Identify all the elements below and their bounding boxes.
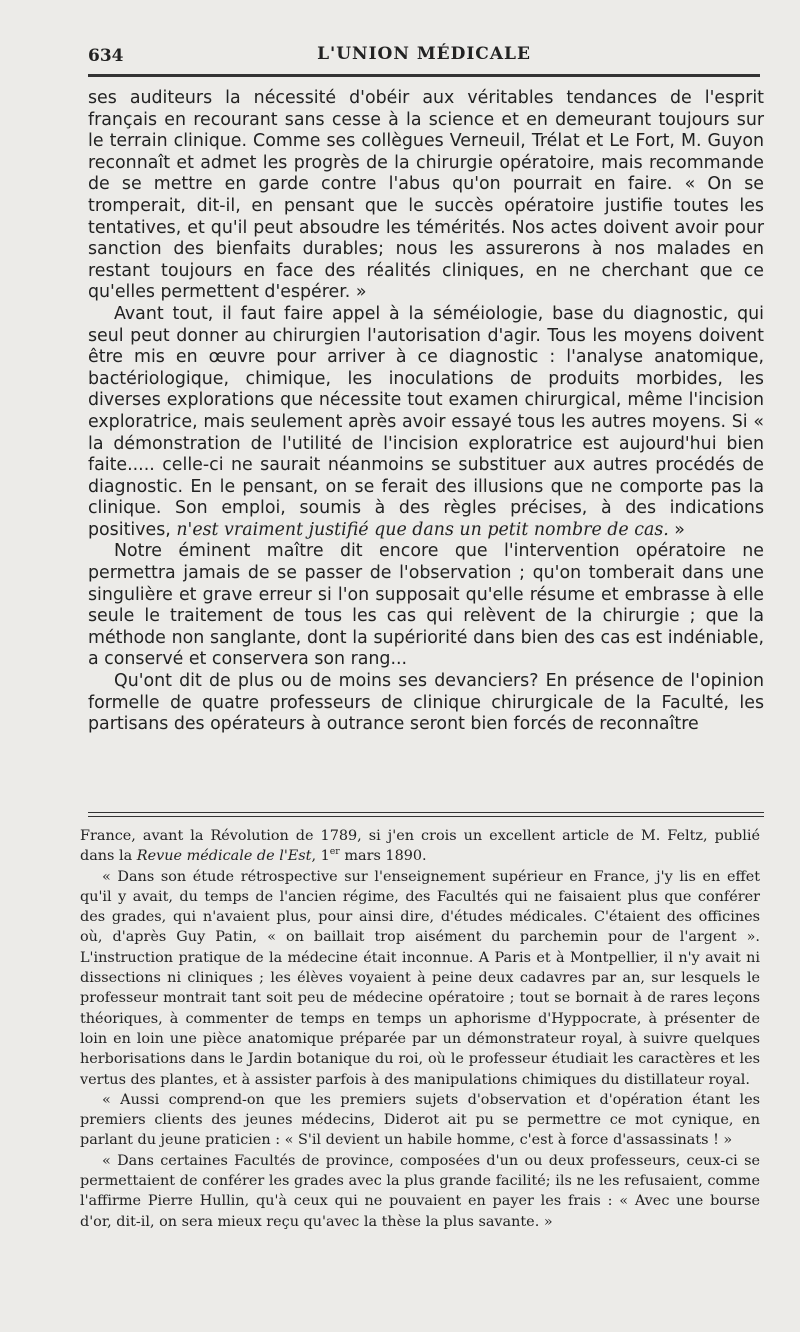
footnote-paragraph: « Dans certaines Facultés de province, composées d'un ou deux professeurs, ceux-ci se permettaient de conférer les grades avec la plus grande facilité; ils ne les refusaient, comme l'affirme Pierre Hullin, qu'à ceux qui ne pouvaient en payer les frais : « Avec une bourse d'or, dit-il, on sera mieux reçu qu'avec la thèse la plus savante. » [80,1152,760,1230]
page-number: 634 [88,46,124,66]
body-paragraph: ses auditeurs la nécessité d'obéir aux véritables tendances de l'esprit français en recourant sans cesse à la science et en demeurant toujours sur le terrain clinique. Comme ses collègues Verneuil, Trélat et Le Fort, M. Guyon reconnaît et admet les progrès de la chirurgie opératoire, mais recommande de se mettre en garde contre l'abus qu'on pourrait en faire. « On se tromperait, dit-il, en pensant que le succès opératoire justifie toutes les tentatives, et qu'il peut absoudre les témérités. Nos actes doivent avoir pour sanction des bienfaits durables; nous les assurerons à nos malades en restant toujours en face des réalités cliniques, en ne cherchant que ce qu'elles permettent d'espérer. » [88,88,764,303]
footnote-paragraph: « Aussi comprend-on que les premiers sujets d'observation et d'opération étant les premiers clients des jeunes médecins, Diderot ait pu se permettre ce mot cynique, en parlant du jeune praticien : « S'il devient un habile homme, c'est à force d'assassinats ! » [80,1091,760,1149]
header-rule [88,74,760,77]
paragraph-text: Avant tout, il faut faire appel à la séméiologie, base du diagnostic, qui seul peut donner au chirurgien l'autorisation d'agir. Tous les moyens doivent être mis en œuvre pour arriver à ce diagnostic : l'analyse anatomique, bactériologique, chimique, les inoculations de produits morbides, les diverses explorations que nécessite tout examen chirurgical, même l'incision exploratrice, mais seulement après avoir essayé tous les autres moyens. Si « la démonstration de l'utilité de l'incision exploratrice est aujourd'hui bien faite..... celle-ci ne saurait néanmoins se substituer aux autres procédés de diagnostic. En le pensant, on se ferait des illusions que ne comporte pas la clinique. Son emploi, soumis à des règles précises, à des indications positives, [88,303,764,540]
body-paragraph [88,304,764,542]
footnote-text: , 1 [311,848,330,865]
footnote-text: France, avant la Révolution de 1789, si j'en crois un excellent article de M. Feltz, publié dans la [80,828,760,865]
body-paragraph: Qu'ont dit de plus ou de moins ses devanciers? En présence de l'opinion formelle de quatre professeurs de clinique chirurgicale de la Faculté, les partisans des opérateurs à outrance seront bien forcés de reconnaître [88,671,764,735]
page-header [88,44,760,70]
body-paragraph: Notre éminent maître dit encore que l'intervention opératoire ne permettra jamais de se passer de l'observation ; qu'on tomberait dans une singulière et grave erreur si l'on supposait qu'elle résume et embrasse à elle seule le traitement de tous les cas qui relèvent de la chirurgie ; que la méthode non sanglante, dont la supériorité dans bien des cas est indéniable, a conservé et conservera son rang... [88,541,764,670]
emphasized-text: n'est vraiment justifié que dans un petit nombre de cas. [176,519,669,540]
main-body-text [88,88,764,736]
footnotes [80,826,760,1232]
footnote-paragraph: « Dans son étude rétrospective sur l'enseignement supérieur en France, j'y lis en effet qu'il y avait, du temps de l'ancien régime, des Facultés qui ne faisaient plus que conférer des grades, qui n'avaient plus, pour ainsi dire, d'études médicales. C'étaient des officines où, d'après Guy Patin, « on baillait trop aisément du parchemin pour de l'argent ». L'instruction pratique de la médecine était inconnue. A Paris et à Montpellier, il n'y avait ni dissections ni cliniques ; les élèves voyaient à peine deux cadavres par an, sur lesquels le professeur montrait tant soit peu de médecine opératoire ; tout se bornait à de rares leçons théoriques, à commenter de temps en temps un aphorisme d'Hyppocrate, à présenter de loin en loin une pièce anatomique préparée par un démonstrateur royal, à suivre quelques herborisations dans le Jardin botanique du roi, où le professeur étudiait les caractères et les vertus des plantes, et à assister parfois à des manipulations chimiques du distillateur royal. [80,868,760,1088]
footnote-paragraph [80,826,760,867]
footnote-divider [88,812,764,817]
footnote-text: mars 1890. [339,848,427,865]
ordinal-superscript: er [329,846,340,858]
journal-title: Revue médicale de l'Est [136,848,312,865]
paragraph-text: » [668,519,685,540]
running-title: L'UNION MÉDICALE [317,44,531,64]
